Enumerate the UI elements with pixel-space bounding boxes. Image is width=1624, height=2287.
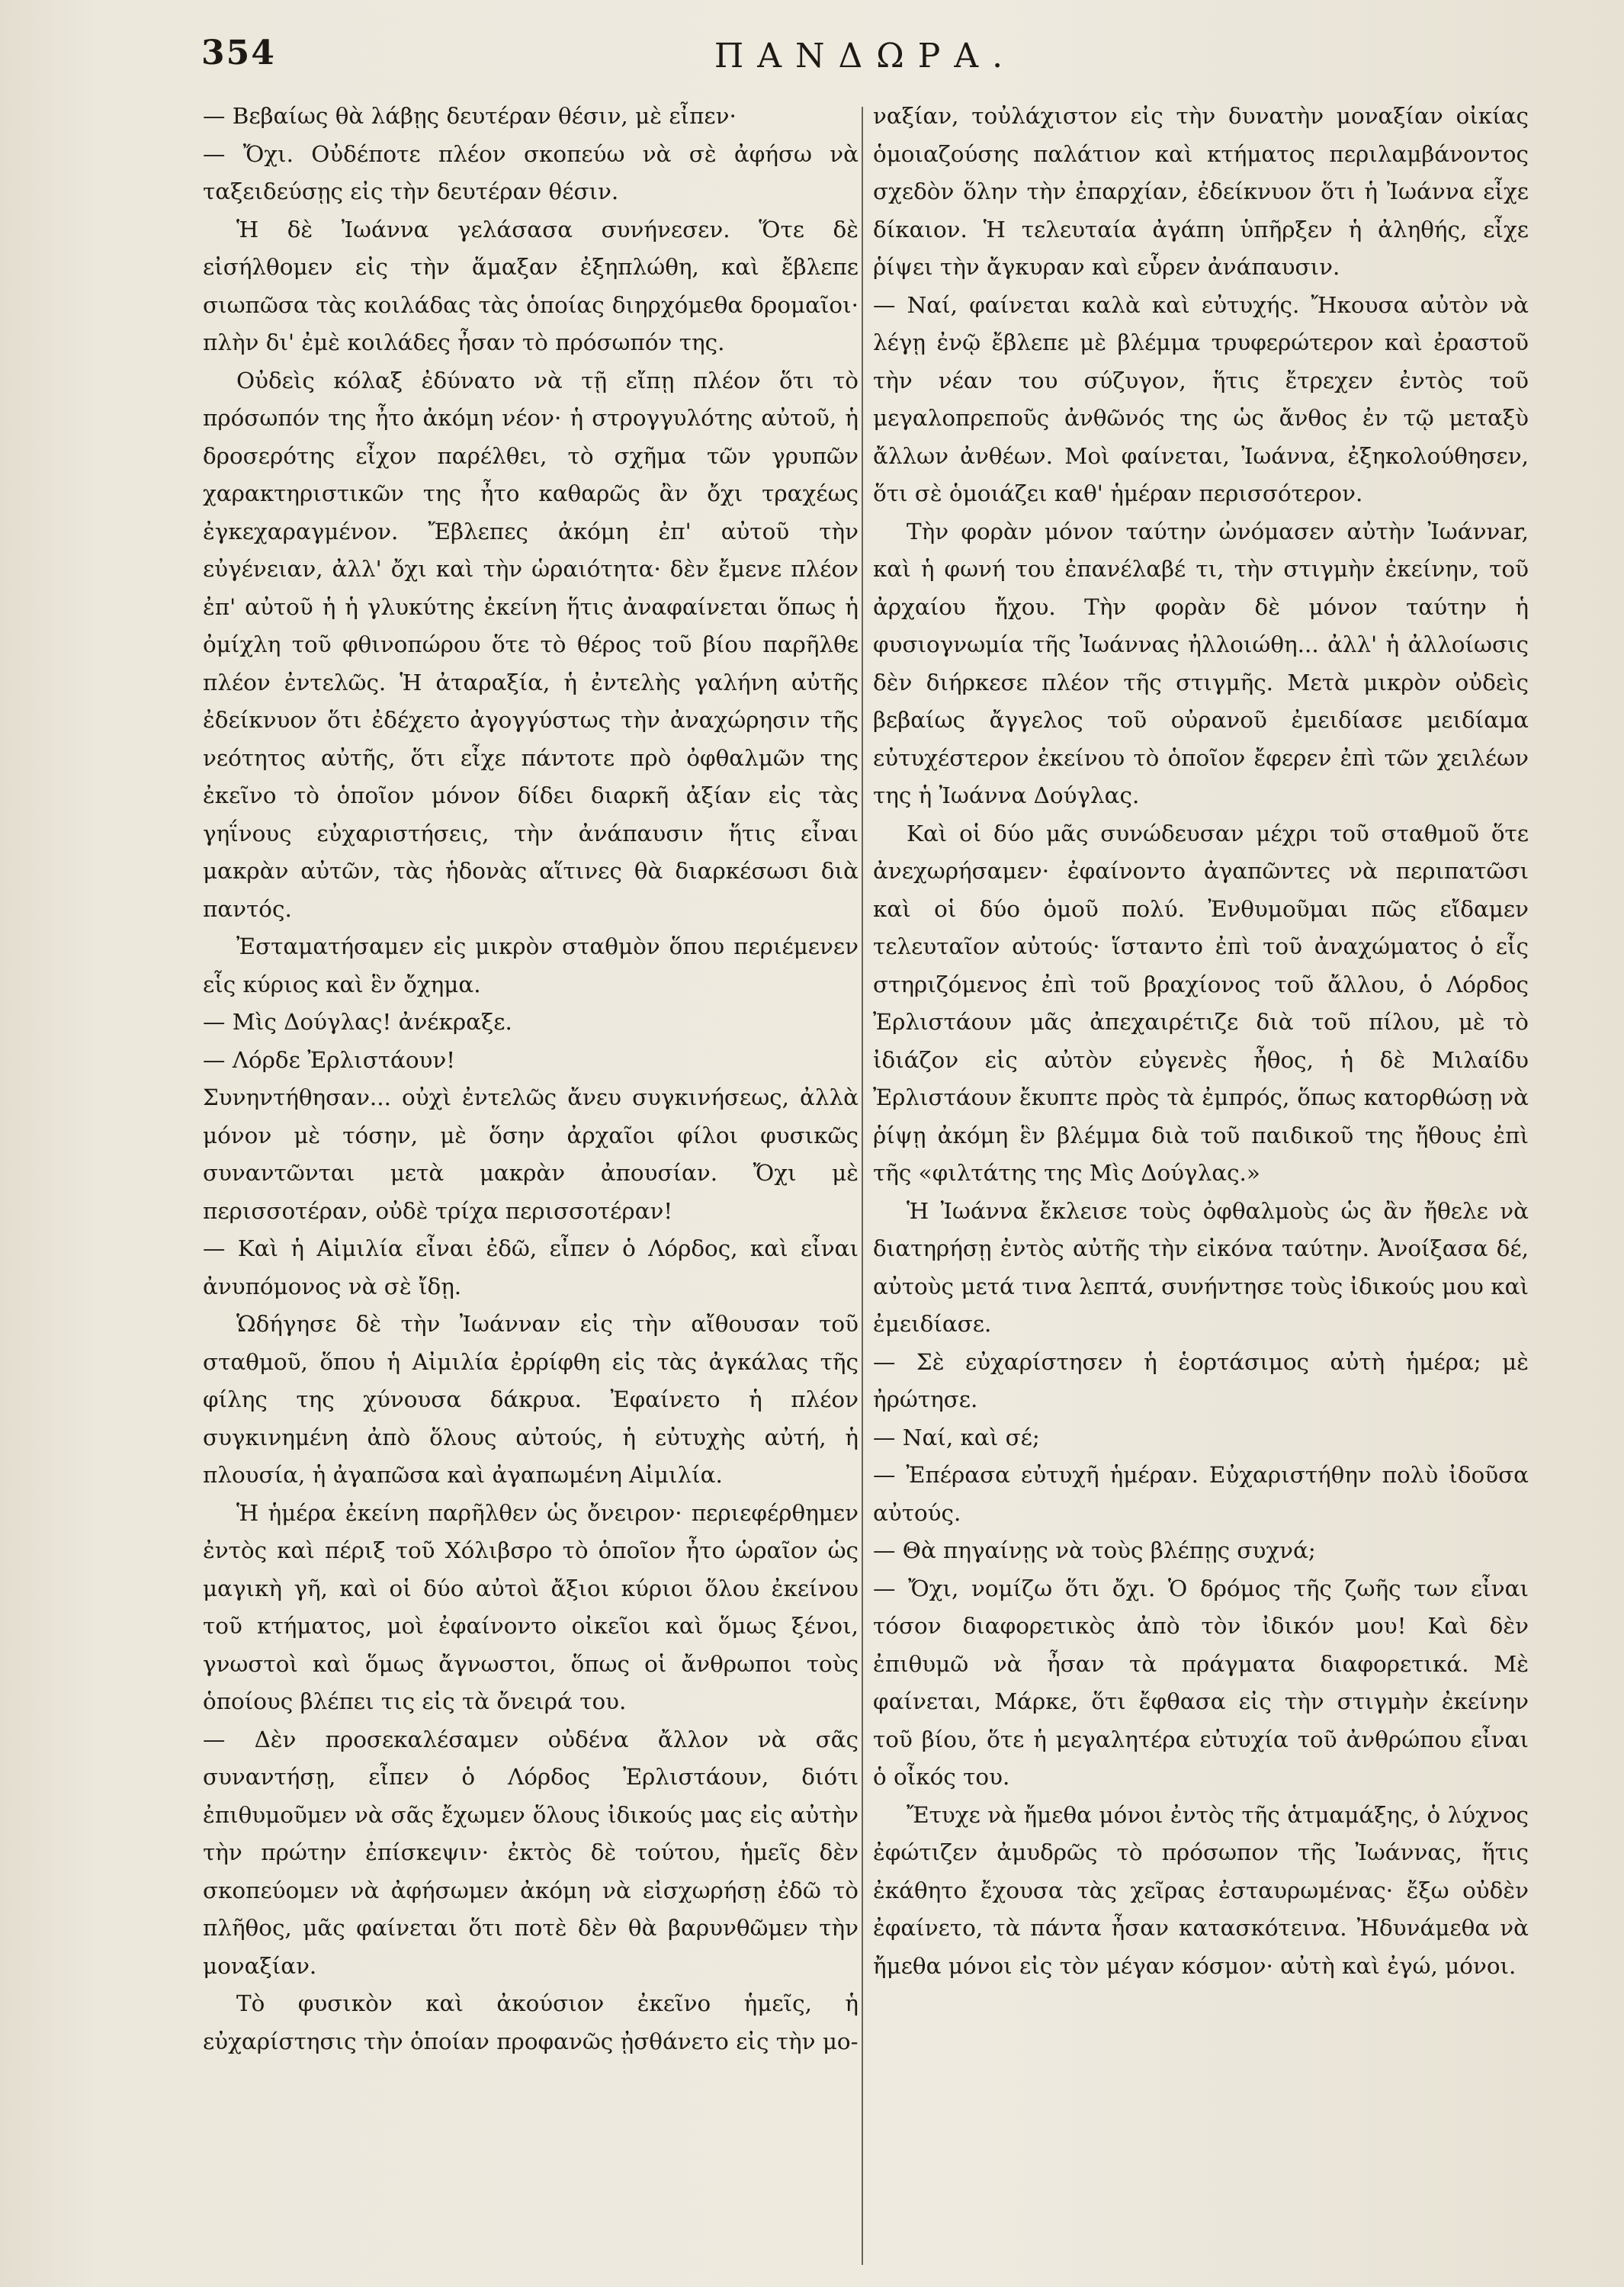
paragraph: Ἔτυχε νὰ ἤμεθα μόνοι ἐντὸς τῆς ἁτμαμάξης, ὁ λύχνος ἐφώτιζεν ἀμυδρῶς τὸ πρόσωπον τῆς Ἰωάννας, ἥτις ἐκάθητο ἔχουσα τὰς χεῖρας ἐσταυρωμένας· ἔξω οὐδὲν ἐφαίνετο, τὰ πάντα ἦσαν κατασκότεινα. Ἠδυνάμεθα νὰ ἤμεθα μόνοι εἰς τὸν μέγαν κόσμον· αὐτὴ καὶ ἐγώ, μόνοι.: [873, 1801, 1529, 1979]
page-number: 354: [201, 34, 276, 72]
paragraph: — Ναί, φαίνεται καλὰ καὶ εὐτυχής. Ἤκουσα αὐτὸν νὰ λέγῃ ἐνῷ ἔβλεπε μὲ βλέμμα τρυφερώτερον καὶ ἐραστοῦ τὴν νέαν του σύζυγον, ἥτις ἔτρεχεν ἐντὸς τοῦ μεγαλοπρεποῦς ἀνθῶνός της ὡς ἄνθος ἐν τῷ μεταξὺ ἄλλων ἀνθέων. Μοὶ φαίνεται, Ἰωάννα, ἐξηκολούθησεν, ὅτι σὲ ὁμοιάζει καθ' ἡμέραν περισσότερον.: [873, 291, 1529, 506]
paragraph: Ἡ ἡμέρα ἐκείνη παρῆλθεν ὡς ὄνειρον· περιεφέρθημεν ἐντὸς καὶ πέριξ τοῦ Χόλιβσρο τὸ ὁποῖον ἦτο ὡραῖον ὡς μαγικὴ γῆ, καὶ οἱ δύο αὐτοὶ ἄξιοι κύριοι ὅλου ἐκείνου τοῦ κτήματος, μοὶ ἐφαίνοντο οἰκεῖοι καὶ ὅμως ξένοι, γνωστοὶ καὶ ὅμως ἄγνωστοι, ὅπως οἱ ἄνθρωποι τοὺς ὁποίους βλέπει τις εἰς τὰ ὄνειρά του.: [203, 1499, 859, 1714]
paragraph: Οὐδεὶς κόλαξ ἐδύνατο νὰ τῇ εἴπῃ πλέον ὅτι τὸ πρόσωπόν της ἦτο ἀκόμη νέον· ἡ στρογγυλότης αὐτοῦ, ἡ δροσερότης εἶχον παρέλθει, τὸ σχῆμα τῶν γρυπῶν χαρακτηριστικῶν της ἦτο καθαρῶς ἂν ὄχι τραχέως ἐγκεχαραγμένον. Ἔβλεπες ἀκόμη ἐπ' αὐτοῦ τὴν εὐγένειαν, ἀλλ' ὄχι καὶ τὴν ὡραιότητα· δὲν ἔμενε πλέον ἐπ' αὐτοῦ ἡ ἡ γλυκύτης ἐκείνη ἥτις ἀναφαίνεται ὅπως ἡ ὀμίχλη τοῦ φθινοπώρου ὅτε τὸ θέρος τοῦ βίου παρῆλθε πλέον ἐντελῶς. Ἡ ἀταραξία, ἡ ἐντελὴς γαλήνη αὐτῆς ἐδείκνυον ὅτι ἐδέχετο ἀγογγύστως τὴν ἀναχώρησιν τῆς νεότητος αὐτῆς, ὅτι εἶχε πάντοτε πρὸ ὀφθαλμῶν της ἐκεῖνο τὸ ὁποῖον μόνον δίδει διαρκῆ ἀξίαν εἰς τὰς γηΐνους εὐχαριστήσεις, τὴν ἀνάπαυσιν ἥτις εἶναι μακρὰν αὐτῶν, τὰς ἡδονὰς αἵτινες θὰ διαρκέσωσι διὰ παντός.: [203, 367, 859, 922]
paragraph: Τὴν φορὰν μόνον ταύτην ὠνόμασεν αὐτὴν Ἰωάννar, καὶ ἡ φωνή του ἐπανέλαβέ τι, τὴν στιγμὴν ἐκείνην, τοῦ ἀρχαίου ἤχου. Τὴν φορὰν δὲ μόνον ταύτην ἡ φυσιογνωμία τῆς Ἰωάννας ἠλλοιώθη... ἀλλ' ἡ ἀλλοίωσις δὲν διήρκεσε πλέον τῆς στιγμῆς. Μετὰ μικρὸν οὐδεὶς βεβαίως ἄγγελος τοῦ οὐρανοῦ ἐμειδίασε μειδίαμα εὐτυχέστερον ἐκείνου τὸ ὁποῖον ἔφερεν ἐπὶ τῶν χειλέων της ἡ Ἰωάννα Δούγλας.: [873, 518, 1529, 808]
paragraph: Ὡδήγησε δὲ τὴν Ἰωάνναν εἰς τὴν αἴθουσαν τοῦ σταθμοῦ, ὅπου ἡ Αἰμιλία ἐρρίφθη εἰς τὰς ἀγκάλας τῆς φίλης της χύνουσα δάκρυα. Ἐφαίνετο ἡ πλέον συγκινημένη ἀπὸ ὅλους αὐτούς, ἡ εὐτυχὴς αὐτή, ἡ πλουσία, ἡ ἀγαπῶσα καὶ ἀγαπωμένη Αἰμιλία.: [203, 1311, 859, 1488]
paragraph: — Καὶ ἡ Αἰμιλία εἶναι ἐδῶ, εἶπεν ὁ Λόρδος, καὶ εἶναι ἀνυπόμονος νὰ σὲ ἴδῃ.: [203, 1235, 859, 1299]
paragraph: — Σὲ εὐχαρίστησεν ἡ ἑορτάσιμος αὐτὴ ἡμέρα; μὲ ἠρώτησε.: [873, 1348, 1529, 1412]
paragraph: Ἐσταματήσαμεν εἰς μικρὸν σταθμὸν ὅπου περιέμενεν εἷς κύριος καὶ ἓν ὄχημα.: [203, 933, 859, 997]
paragraph: — Ναί, καὶ σέ;: [873, 1424, 1040, 1450]
paragraph: — Ὄχι, νομίζω ὅτι ὄχι. Ὁ δρόμος τῆς ζωῆς των εἶναι τόσον διαφορετικὸς ἀπὸ τὸν ἰδικόν μου! Καὶ δὲν ἐπιθυμῶ νὰ ἦσαν τὰ πράγματα διαφορετικά. Μὲ φαίνεται, Μάρκε, ὅτι ἔφθασα εἰς τὴν στιγμὴν ἐκείνην τοῦ βίου, ὅτε ἡ μεγαλητέρα εὐτυχία τοῦ ἀνθρώπου εἶναι ὁ οἶκός του.: [873, 1575, 1529, 1790]
paragraph: Συνηντήθησαν... οὐχὶ ἐντελῶς ἄνευ συγκινήσεως, ἀλλὰ μόνον μὲ τόσην, μὲ ὅσην ἀρχαῖοι φίλοι φυσικῶς συναντῶνται μετὰ μακρὰν ἀπουσίαν. Ὄχι μὲ περισσοτέραν, οὐδὲ τρίχα περισσοτέραν!: [203, 1084, 859, 1224]
paragraph: Ἡ δὲ Ἰωάννα γελάσασα συνήνεσεν. Ὅτε δὲ εἰσήλθομεν εἰς τὴν ἅμαξαν ἐξηπλώθη, καὶ ἔβλεπε σιωπῶσα τὰς κοιλάδας τὰς ὁποίας διηρχόμεθα δρομαῖοι· πλὴν δι' ἐμὲ κοιλάδες ἦσαν τὸ πρόσωπόν της.: [203, 216, 859, 355]
paragraph: — Ὄχι. Οὐδέποτε πλέον σκοπεύω νὰ σὲ ἀφήσω νὰ ταξειδεύσῃς εἰς τὴν δευτέραν θέσιν.: [203, 140, 859, 204]
running-title: ΠΑΝΔΩΡΑ.: [714, 37, 1017, 75]
paragraph: — Λόρδε Ἐρλιστάουν!: [203, 1046, 456, 1073]
column-divider: [862, 107, 863, 2265]
left-column: [203, 98, 859, 2267]
paragraph: — Μὶς Δούγλας! ἀνέκραξε.: [203, 1009, 512, 1035]
right-column: [873, 98, 1529, 2267]
paragraph: — Βεβαίως θὰ λάβῃς δευτέραν θέσιν, μὲ εἶπεν·: [203, 103, 737, 129]
page-header: [175, 29, 1555, 82]
paragraph: — Ἐπέρασα εὐτυχῆ ἡμέραν. Εὐχαριστήθην πολὺ ἰδοῦσα αὐτούς.: [873, 1462, 1529, 1526]
paragraph: ναξίαν, τοὐλάχιστον εἰς τὴν δυνατὴν μοναξίαν οἰκίας ὁμοιαζούσης παλάτιον καὶ κτήματος περιλαμβάνοντος σχεδὸν ὅλην τὴν ἐπαρχίαν, ἐδείκνυον ὅτι ἡ Ἰωάννα εἶχε δίκαιον. Ἡ τελευταία ἀγάπη ὑπῆρξεν ἡ ἀληθής, εἶχε ῥίψει τὴν ἄγκυραν καὶ εὗρεν ἀνάπαυσιν.: [873, 103, 1529, 280]
paragraph: — Θὰ πηγαίνῃς νὰ τοὺς βλέπῃς συχνά;: [873, 1537, 1316, 1563]
paragraph: Καὶ οἱ δύο μᾶς συνώδευσαν μέχρι τοῦ σταθμοῦ ὅτε ἀνεχωρήσαμεν· ἐφαίνοντο ἀγαπῶντες νὰ περιπατῶσι καὶ οἱ δύο ὁμοῦ πολύ. Ἐνθυμοῦμαι πῶς εἴδαμεν τελευταῖον αὐτούς· ἵσταντο ἐπὶ τοῦ ἀναχώματος ὁ εἷς στηριζόμενος ἐπὶ τοῦ βραχίονος τοῦ ἄλλου, ὁ Λόρδος Ἐρλιστάουν μᾶς ἀπεχαιρέτιζε διὰ τοῦ πίλου, μὲ τὸ ἰδιάζον εἰς αὐτὸν εὐγενὲς ἦθος, ἡ δὲ Μιλαίδυ Ἐρλιστάουν ἔκυπτε πρὸς τὰ ἐμπρός, ὅπως κατορθώσῃ νὰ ῥίψῃ ἀκόμη ἓν βλέμμα διὰ τοῦ παιδικοῦ της ἤθους ἐπὶ τῆς «φιλτάτης της Μὶς Δούγλας.»: [873, 820, 1529, 1186]
paragraph: — Δὲν προσεκαλέσαμεν οὐδένα ἄλλον νὰ σᾶς συναντήσῃ, εἶπεν ὁ Λόρδος Ἐρλιστάουν, διότι ἐπιθυμοῦμεν νὰ σᾶς ἔχωμεν ὅλους ἰδικούς μας εἰς αὐτὴν τὴν πρώτην ἐπίσκεψιν· ἐκτὸς δὲ τούτου, ἡμεῖς δὲν σκοπεύομεν νὰ ἀφήσωμεν ἀκόμη νὰ εἰσχωρήσῃ ἐδῶ τὸ πλῆθος, μᾶς φαίνεται ὅτι ποτὲ δὲν θὰ βαρυνθῶμεν τὴν μοναξίαν.: [203, 1726, 859, 1979]
paragraph: Ἡ Ἰωάννα ἔκλεισε τοὺς ὀφθαλμοὺς ὡς ἂν ἤθελε νὰ διατηρήσῃ ἐντὸς αὐτῆς τὴν εἰκόνα ταύτην. Ἀνοίξασα δέ, αὐτοὺς μετά τινα λεπτά, συνήντησε τοὺς ἰδικούς μου καὶ ἐμειδίασε.: [873, 1197, 1529, 1337]
paragraph: Τὸ φυσικὸν καὶ ἀκούσιον ἐκεῖνο ἡμεῖς, ἡ εὐχαρίστησις τὴν ὁποίαν προφανῶς ᾐσθάνετο εἰς τὴν μο-: [203, 1990, 859, 2054]
